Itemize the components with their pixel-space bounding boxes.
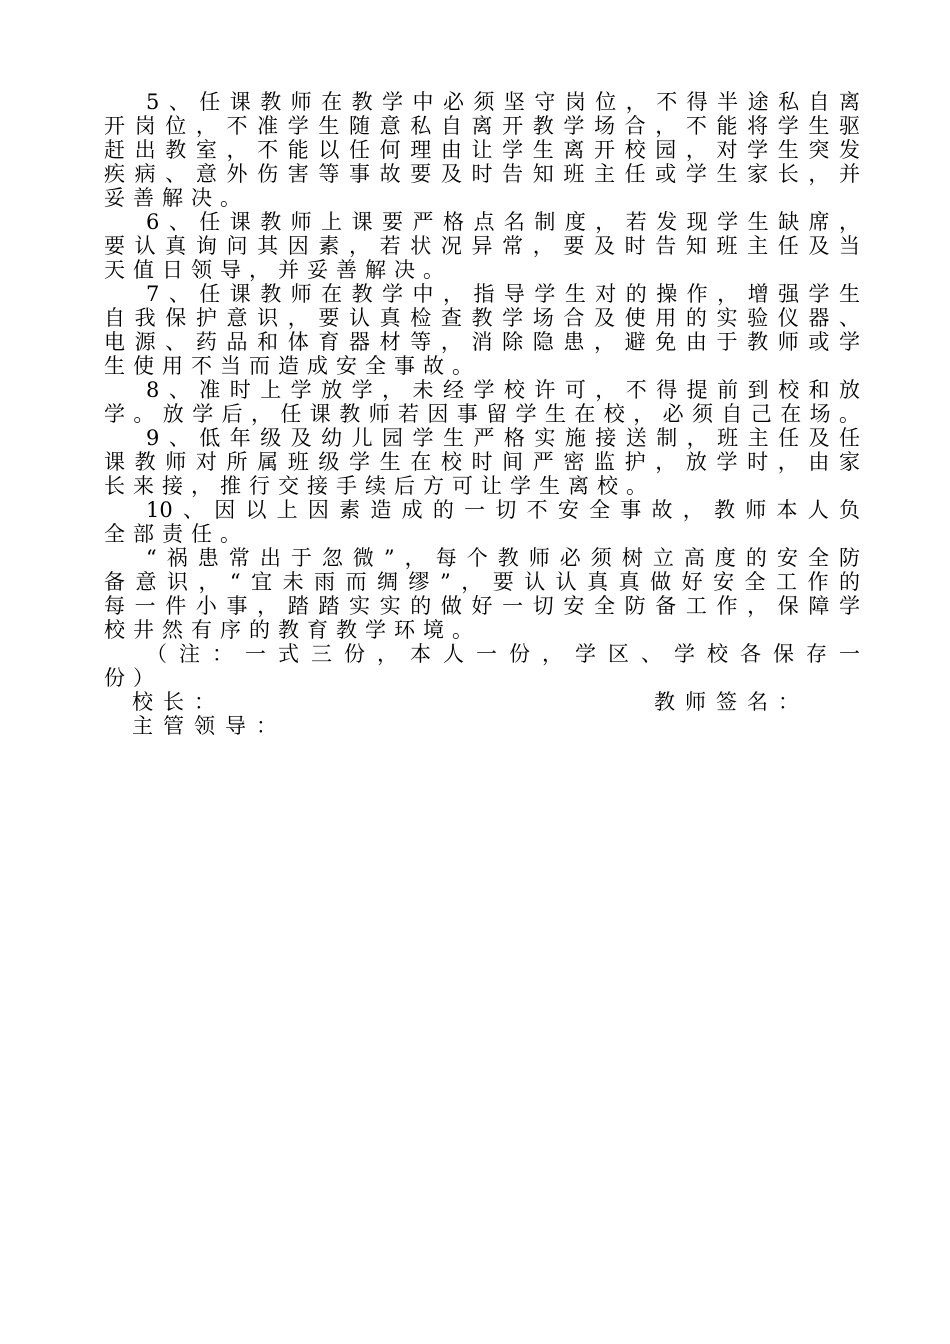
paragraph-line: 6、任课教师上课要严格点名制度，若发现学生缺席， bbox=[146, 210, 860, 234]
paragraph-line: 疾病、意外伤害等事故要及时告知班主任或学生家长，并 bbox=[104, 162, 860, 186]
paragraph-line: 9、低年级及幼儿园学生严格实施接送制，班主任及任 bbox=[146, 426, 860, 450]
paragraph-10 bbox=[104, 498, 860, 546]
paragraph-line: 8、准时上学放学，未经学校许可，不得提前到校和放 bbox=[146, 378, 860, 402]
paragraph-line: 要认真询问其因素，若状况异常，要及时告知班主任及当 bbox=[104, 234, 860, 258]
supervisor-signature-label: 主管领导： bbox=[132, 714, 287, 738]
paragraph-line: 开岗位，不准学生随意私自离开教学场合，不能将学生驱 bbox=[104, 114, 860, 138]
paragraph-line: 每一件小事，踏踏实实的做好一切安全防备工作，保障学 bbox=[104, 594, 860, 618]
paragraph-line: 天值日领导，并妥善解决。 bbox=[104, 258, 452, 282]
document-body bbox=[104, 90, 860, 738]
paragraph-line: 全部责任。 bbox=[104, 522, 249, 546]
paragraph-line: 赶出教室，不能以任何理由让学生离开校园，对学生突发 bbox=[104, 138, 860, 162]
paragraph-line: 学。放学后，任课教师若因事留学生在校，必须自己在场。 bbox=[104, 402, 860, 426]
principal-signature-label: 校长： bbox=[132, 690, 225, 714]
paragraph-line: 校井然有序的教育教学环境。 bbox=[104, 618, 481, 642]
paragraph-line: 课教师对所属班级学生在校时间严密监护，放学时，由家 bbox=[104, 450, 860, 474]
paragraph-5 bbox=[104, 90, 860, 210]
teacher-signature-label: 教师签名： bbox=[654, 690, 809, 714]
paragraph-8 bbox=[104, 378, 860, 426]
paragraph-line: 电源、药品和体育器材等，消除隐患，避免由于教师或学 bbox=[104, 330, 860, 354]
paragraph-note bbox=[104, 642, 860, 690]
paragraph-line: （注：一式三份，本人一份，学区、学校各保存一 bbox=[146, 642, 860, 666]
paragraph-line: 备意识，“宜未雨而绸缪”，要认认真真做好安全工作的 bbox=[104, 570, 860, 594]
paragraph-line: 10、因以上因素造成的一切不安全事故，教师本人负 bbox=[146, 498, 860, 522]
paragraph-line: 妥善解决。 bbox=[104, 186, 249, 210]
paragraph-line: “祸患常出于忽微”，每个教师必须树立高度的安全防 bbox=[146, 546, 860, 570]
paragraph-6 bbox=[104, 210, 860, 282]
paragraph-line: 5、任课教师在教学中必须坚守岗位，不得半途私自离 bbox=[146, 90, 860, 114]
paragraph-line: 生使用不当而造成安全事故。 bbox=[104, 354, 481, 378]
paragraph-line: 长来接，推行交接手续后方可让学生离校。 bbox=[104, 474, 655, 498]
paragraph-line: 自我保护意识，要认真检查教学场合及使用的实验仪器、 bbox=[104, 306, 860, 330]
paragraph-line: 份） bbox=[104, 666, 162, 690]
signature-row-2 bbox=[104, 714, 860, 738]
signature-row-1 bbox=[104, 690, 860, 714]
paragraph-line: 7、任课教师在教学中，指导学生对的操作，增强学生 bbox=[146, 282, 860, 306]
paragraph-9 bbox=[104, 426, 860, 498]
paragraph-7 bbox=[104, 282, 860, 378]
paragraph-closing bbox=[104, 546, 860, 642]
